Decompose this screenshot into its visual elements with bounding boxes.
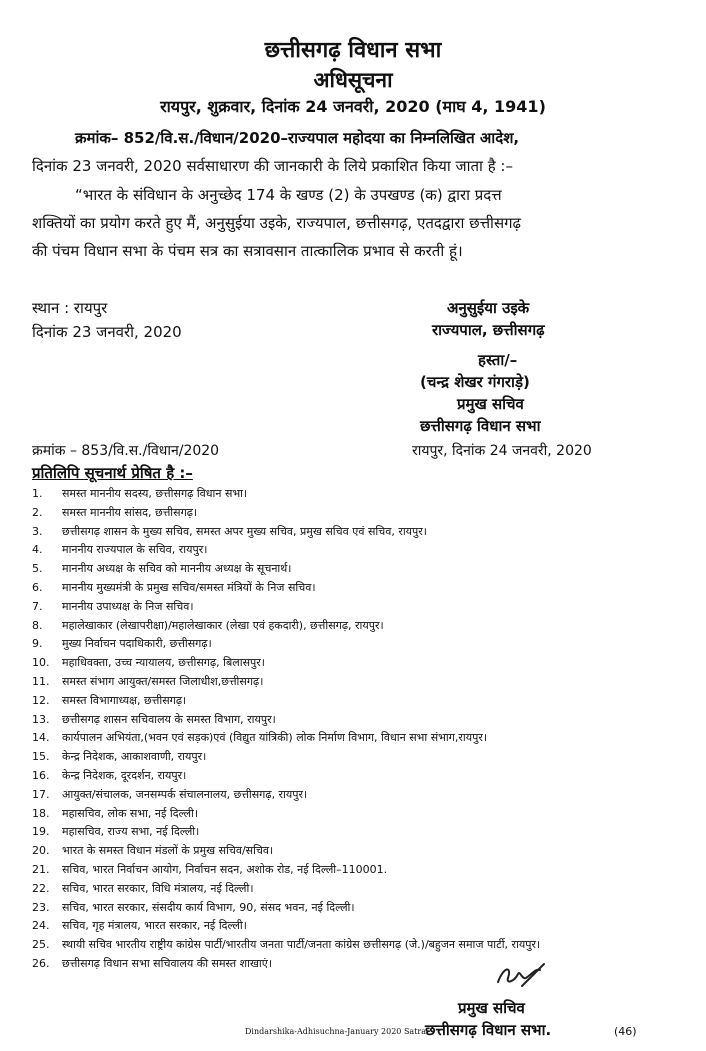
list-item-number: 18.: [32, 806, 50, 820]
list-item: [32, 618, 384, 633]
list-item: [32, 843, 273, 858]
list-item-text: सचिव, भारत निर्वाचन आयोग, निर्वाचन सदन, अशोक रोड, नई दिल्ली–110001.: [62, 863, 388, 876]
list-item-number: 13.: [32, 712, 50, 726]
list-item: [32, 787, 307, 802]
order-quote-2: शक्तियों का प्रयोग करते हुए मैं, अनुसुईया उइके, राज्यपाल, छत्तीसगढ़, एतदद्वारा छत्तीसगढ़: [32, 214, 521, 232]
signature: [492, 960, 552, 992]
list-item: [32, 505, 197, 520]
list-item: [32, 900, 355, 915]
list-item-number: 5.: [32, 562, 43, 576]
list-item-text: केन्द्र निदेशक, आकाशवाणी, रायपुर।: [62, 750, 207, 764]
dateline: रायपुर, शुक्रवार, दिनांक 24 जनवरी, 2020 (माघ 4, 1941): [160, 97, 546, 116]
list-item-number: 23.: [32, 900, 50, 914]
list-item-text: समस्त विभागाध्यक्ष, छत्तीसगढ़।: [62, 693, 187, 707]
list-item: [32, 881, 254, 896]
list-item: [32, 806, 198, 821]
list-item-text: स्थायी सचिव भारतीय राष्ट्रीय कांग्रेस पार्टी/भारतीय जनता पार्टी/जनता कांग्रेस छत्तीसगढ़ (जे.)/बहुजन समाज पार्टी, रायपुर।: [62, 938, 541, 952]
list-item-text: भारत के समस्त विधान मंडलों के प्रमुख सचिव/सचिव।: [62, 844, 274, 858]
list-item: [32, 524, 427, 539]
list-item-text: सचिव, भारत सरकार, विधि मंत्रालय, नई दिल्ली।: [62, 881, 254, 895]
list-item: [32, 693, 186, 708]
footer-filename: Dindarshika-Adhisuchna-January 2020 Satra: [245, 1027, 426, 1036]
list-item-number: 8.: [32, 618, 43, 632]
list-item-number: 22.: [32, 881, 50, 895]
list-item: [32, 561, 291, 576]
list-item: [32, 730, 487, 745]
list-item-number: 3.: [32, 524, 43, 538]
list-item-text: समस्त संभाग आयुक्त/समस्त जिलाधीश,छत्तीसगढ़।: [62, 675, 264, 688]
list-item: [32, 655, 265, 670]
list-item-number: 1.: [32, 487, 43, 500]
list-item-number: 6.: [32, 581, 43, 594]
governor-designation: राज्यपाल, छत्तीसगढ़: [432, 321, 545, 339]
list-item-text: माननीय मुख्यमंत्री के प्रमुख सचिव/समस्त मंत्रियों के निज सचिव।: [62, 581, 316, 594]
list-item-text: छत्तीसगढ़ विधान सभा सचिवालय की समस्त शाखाएं।: [62, 957, 273, 970]
list-item: [32, 862, 387, 877]
list-item: [32, 956, 272, 971]
list-item-number: 16.: [32, 769, 50, 782]
order-quote-1: “भारत के संविधान के अनुच्छेद 174 के खण्ड (2) के उपखण्ड (क) द्वारा प्रदत्त: [75, 186, 502, 204]
list-item-number: 14.: [32, 731, 50, 745]
list-item-number: 25.: [32, 938, 50, 952]
list-item-number: 15.: [32, 750, 50, 764]
list-item-text: सचिव, भारत सरकार, संसदीय कार्य विभाग, 90, संसद भवन, नई दिल्ली।: [62, 900, 355, 914]
list-item-number: 10.: [32, 656, 50, 670]
list-item-number: 21.: [32, 863, 50, 876]
list-item-text: छत्तीसगढ़ शासन के मुख्य सचिव, समस्त अपर मुख्य सचिव, प्रमुख सचिव एवं सचिव, रायपुर।: [62, 524, 427, 538]
place: स्थान : रायपुर: [32, 299, 108, 317]
closing-designation: प्रमुख सचिव: [458, 999, 525, 1017]
list-item-text: महासचिव, लोक सभा, नई दिल्ली।: [62, 806, 199, 820]
list-item-number: 11.: [32, 675, 50, 688]
copy-heading: प्रतिलिपि सूचनार्थ प्रेषित है :–: [32, 464, 193, 482]
list-item-text: सचिव, गृह मंत्रालय, भारत सरकार, नई दिल्ली।: [62, 919, 247, 933]
list-item-number: 19.: [32, 825, 50, 839]
list-item: [32, 580, 316, 595]
list-item-text: मुख्य निर्वाचन पदाधिकारी, छत्तीसगढ़।: [62, 637, 212, 651]
list-item: [32, 937, 540, 952]
list-item: [32, 824, 199, 839]
list-item: [32, 486, 247, 501]
order-quote-3: की पंचम विधान सभा के पंचम सत्र का सत्रावसान तात्कालिक प्रभाव से करती हूं।: [32, 242, 463, 260]
secretary-name: (चन्द्र शेखर गंगराड़े): [420, 373, 530, 391]
order-date: दिनांक 23 जनवरी, 2020: [32, 323, 182, 341]
list-item-text: समस्त माननीय सदस्य, छत्तीसगढ़ विधान सभा।: [62, 487, 248, 500]
list-item-number: 17.: [32, 787, 50, 801]
list-item: [32, 712, 276, 727]
secretary-designation: प्रमुख सचिव: [457, 395, 524, 413]
list-item-number: 2.: [32, 505, 43, 519]
order-line-1: क्रमांक– 852/वि.स./विधान/2020–राज्यपाल महोदया का निम्नलिखित आदेश,: [75, 129, 520, 147]
list-item-text: माननीय उपाध्यक्ष के निज सचिव।: [62, 599, 194, 613]
page-number: (46): [614, 1025, 637, 1038]
list-item: [32, 636, 212, 651]
list-item: [32, 918, 247, 933]
governor-name: अनुसुईया उइके: [447, 299, 530, 317]
notification-title: अधिसूचना: [313, 68, 393, 92]
list-item-text: महाधिवक्ता, उच्च न्यायालय, छत्तीसगढ़, बिलासपुर।: [62, 656, 265, 670]
list-item-number: 4.: [32, 543, 43, 557]
list-item-number: 20.: [32, 844, 50, 858]
list-item-text: कार्यपालन अभियंता,(भवन एवं सड़क)एवं (विद्युत यांत्रिकी) लोक निर्माण विभाग, विधान सभा संभाग,रायपुर।: [62, 731, 488, 745]
list-item-text: छत्तीसगढ़ शासन सचिवालय के समस्त विभाग, रायपुर।: [62, 712, 276, 726]
list-item: [32, 768, 186, 783]
list-item-text: महासचिव, राज्य सभा, नई दिल्ली।: [62, 825, 200, 839]
list-item: [32, 674, 263, 689]
list-item-text: आयुक्त/संचालक, जनसम्पर्क संचालनालय, छत्तीसगढ़, रायपुर।: [62, 787, 308, 801]
closing-org: छत्तीसगढ़ विधान सभा.: [425, 1021, 552, 1039]
list-item-text: समस्त माननीय सांसद, छत्तीसगढ़।: [62, 505, 198, 519]
secretary-org: छत्तीसगढ़ विधान सभा: [420, 417, 541, 435]
list-item: [32, 749, 206, 764]
order-line-2: दिनांक 23 जनवरी, 2020 सर्वसाधारण की जानकारी के लिये प्रकाशित किया जाता है :–: [32, 157, 513, 175]
org-title: छत्तीसगढ़ विधान सभा: [264, 38, 442, 63]
list-item-number: 24.: [32, 919, 50, 933]
list-item-text: माननीय राज्यपाल के सचिव, रायपुर।: [62, 543, 208, 557]
list-item-number: 12.: [32, 693, 50, 707]
list-item-number: 9.: [32, 637, 43, 651]
list-item-number: 26.: [32, 957, 50, 970]
signed-mark: हस्ता/–: [478, 351, 518, 369]
list-item: [32, 599, 194, 614]
secretary-date: रायपुर, दिनांक 24 जनवरी, 2020: [412, 443, 592, 459]
list-item-text: माननीय अध्यक्ष के सचिव को माननीय अध्यक्ष के सूचनार्थ।: [62, 562, 292, 576]
list-item-text: महालेखाकार (लेखापरीक्षा)/महालेखाकार (लेखा एवं हकदारी), छत्तीसगढ़, रायपुर।: [62, 618, 384, 632]
list-item-number: 7.: [32, 599, 43, 613]
list-item: [32, 542, 207, 557]
copy-reference: क्रमांक – 853/वि.स./विधान/2020: [32, 443, 220, 459]
list-item-text: केन्द्र निदेशक, दूरदर्शन, रायपुर।: [62, 769, 187, 782]
